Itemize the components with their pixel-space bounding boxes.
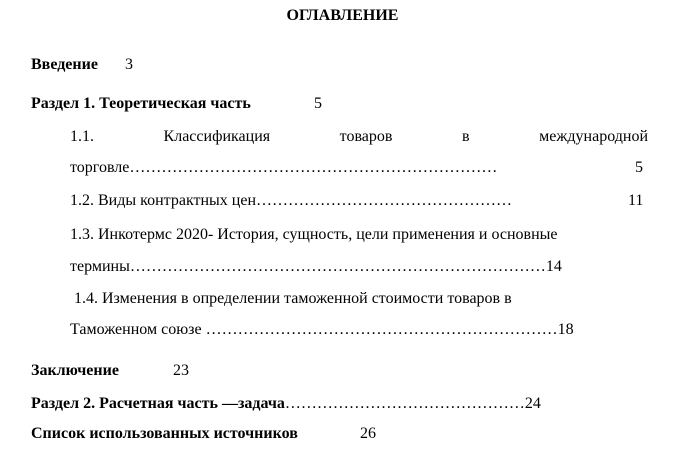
toc-entry-section1-label: Раздел 1. Теоретическая часть bbox=[31, 95, 251, 112]
toc-item-1-1-line2 bbox=[70, 158, 497, 178]
toc-entry-section2-page: 24 bbox=[524, 395, 541, 412]
toc-item-1-3-line1: 1.3. Инкотермс 2020- История, сущность, цели применения и основные bbox=[70, 226, 558, 243]
toc-entry-section1-page: 5 bbox=[314, 95, 322, 112]
toc-item-text: торговле bbox=[70, 159, 130, 176]
toc-entry-conclusion-label: Заключение bbox=[31, 362, 119, 379]
toc-entry-sources-label: Список использованных источников bbox=[31, 425, 298, 442]
toc-item-text: Таможенном союзе bbox=[70, 321, 202, 338]
toc-word: Классификация bbox=[163, 128, 271, 145]
toc-entry-intro-page: 3 bbox=[125, 56, 133, 73]
toc-item-1-2-page: 11 bbox=[628, 192, 644, 209]
toc-item-text: термины bbox=[70, 258, 130, 275]
toc-title: ОГЛАВЛЕНИЕ bbox=[286, 7, 399, 24]
toc-word: в bbox=[462, 128, 470, 145]
toc-leader-dots: …………………………………………………………… bbox=[129, 159, 498, 176]
toc-entry-intro-label: Введение bbox=[31, 56, 98, 73]
toc-entry-conclusion-page: 23 bbox=[173, 362, 189, 379]
toc-item-text: 1.2. Виды контрактных цен bbox=[70, 192, 257, 209]
toc-word: международной bbox=[539, 128, 648, 145]
toc-entry-section2-label: Раздел 2. Расчетная часть —задача bbox=[31, 395, 285, 412]
toc-leader-dots: …………………………………………………………………… bbox=[129, 258, 546, 275]
toc-word: товаров bbox=[339, 128, 393, 145]
toc-item-1-4-line1: 1.4. Изменения в определении таможенной стоимости товаров в bbox=[74, 290, 512, 307]
toc-item-1-1-line1 bbox=[70, 127, 648, 147]
toc-item-1-1-page: 5 bbox=[635, 159, 643, 176]
toc-entry-sources-page: 26 bbox=[360, 425, 376, 442]
toc-entry-section2 bbox=[31, 394, 541, 414]
toc-item-1-4-line2 bbox=[70, 320, 574, 340]
toc-leader-dots: ……………………………………… bbox=[284, 395, 525, 412]
toc-word: 1.1. bbox=[70, 128, 94, 145]
toc-item-1-3-page: 14 bbox=[545, 258, 562, 275]
toc-item-1-3-line2 bbox=[70, 257, 562, 277]
toc-item-1-4-page: 18 bbox=[557, 321, 574, 338]
toc-leader-dots: ………………………………………… bbox=[256, 192, 513, 209]
toc-item-1-2 bbox=[70, 191, 512, 211]
toc-leader-dots: ………………………………………………………… bbox=[205, 321, 558, 338]
